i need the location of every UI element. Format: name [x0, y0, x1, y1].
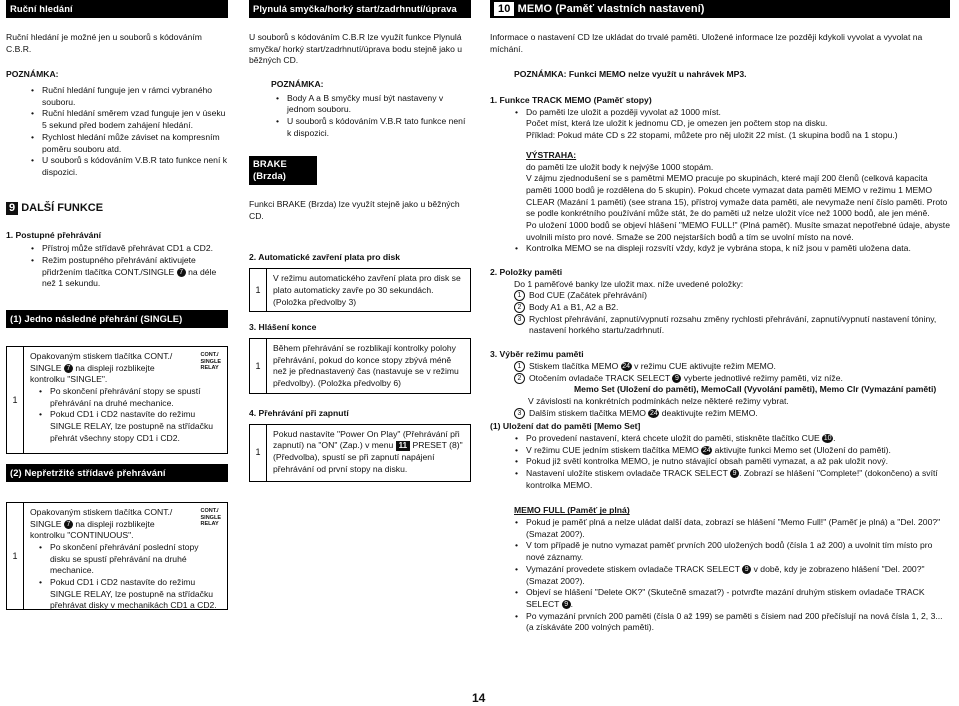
box-text: Pokud nastavíte "Power On Play" (Přehrávání při zapnutí) na "ON" (Zap.) v menu 11 PRESET (8)" (Předvolba), spustí se při zapnutí napájení přehrávání od první stopy na disku. — [273, 428, 463, 474]
note-title: POZNÁMKA: — [271, 79, 324, 90]
track-memo-example: Příklad: Pokud máte CD s 22 stopami, můžete pro něj uložit 22 míst. (1 skupina bodů na 1 stopu.) — [526, 130, 898, 141]
power-on-play-box — [249, 424, 471, 482]
section-number: 10 — [494, 2, 514, 16]
memo-full-title: MEMO FULL (Paměť je plná) — [514, 505, 630, 516]
brake-text: Funkci BRAKE (Brzda) lze využít stejně jako u běžných CD. — [249, 199, 460, 221]
list-item: • Po skončení přehrávání stopy se spustí přehrávání na druhé mechanice. — [50, 386, 221, 409]
section-number: 9 — [6, 202, 18, 215]
single-relay-box — [6, 346, 228, 454]
list-item: • Režim postupného přehrávání aktivujete přidržením tlačítka CONT./SINGLE 7 na déle než 1 sekundu. — [42, 255, 228, 290]
brake-bar: BRAKE (Brzda) — [249, 156, 317, 186]
item-number: 3 — [514, 314, 525, 325]
subsection-title: 4. Přehrávání při zapnutí — [249, 407, 349, 418]
list-item: 2 Body A1 a B1, A2 a B2. — [514, 302, 950, 314]
step-number: 1 — [250, 425, 267, 481]
button-badge: 10 — [823, 435, 832, 443]
step-number: 1 — [7, 347, 24, 453]
section-title: DALŠÍ FUNKCE — [21, 201, 104, 214]
cont-single-relay-label: CONT./ SINGLE RELAY — [200, 351, 221, 372]
continuous-box — [6, 502, 228, 610]
bar-continuous: (2) Nepřetržité střídavé přehrávání — [6, 464, 228, 482]
list-item: • Kontrolka MEMO se na displeji rozsvítí vždy, když je vybrána stopa, k níž jsou v paměti uložena data. — [526, 243, 950, 255]
button-badge: 9 — [730, 469, 739, 478]
list-item: • V režimu CUE jedním stiskem tlačítka MEMO 24 aktivujte funkci Memo set (Uložení do paměti). — [526, 445, 950, 457]
memo-full-list — [490, 517, 950, 634]
note-title: POZNÁMKA: — [6, 69, 59, 80]
box-text: Opakovaným stiskem tlačítka CONT./ SINGLE 7 na displeji rozblikejte kontrolku "CONTINUOUS". — [30, 506, 173, 541]
subsection-title: 2. Položky paměti — [490, 267, 563, 277]
memory-items-list — [490, 290, 950, 337]
memory-modes-note: V závislosti na konkrétních podmínkách nelze některé režimy vybrat. — [528, 395, 789, 406]
list-item: • Ruční hledání funguje jen v rámci vybraného souboru. — [42, 85, 228, 108]
memory-mode-steps — [490, 361, 950, 419]
list-item: 3 Rychlost přehrávání, zapnutí/vypnutí rozsahu změny rychlosti přehrávání, zapnutí/vypnutí nastavení tóniny, nastavení horkého startu/zadrhnutí. — [514, 314, 950, 337]
section-header-memo — [490, 0, 950, 18]
memo-set-list — [490, 433, 950, 491]
box-text: V režimu automatického zavření plata pro disk se plato automaticky zavře po 30 sekundách. (Položka předvolby 3) — [273, 273, 461, 307]
button-badge: 24 — [649, 409, 658, 417]
bar-single-relay: (1) Jedno následné přehrání (SINGLE) — [6, 310, 228, 328]
list-item: • Rychlost hledání může záviset na kompresním poměru souboru atd. — [42, 132, 228, 155]
list-item: • Ruční hledání směrem vzad funguje jen v úseku 5 sekund před bodem zahájení hledání. — [42, 108, 228, 131]
list-item: 1 Bod CUE (Začátek přehrávání) — [514, 290, 950, 302]
list-item: • U souborů s kódováním V.B.R tato funkce není k dispozici. — [287, 116, 471, 139]
section-title: MEMO (Paměť vlastních nastavení) — [517, 3, 705, 15]
section-header-manual-search: Ruční hledání — [6, 0, 228, 18]
note-list — [6, 85, 228, 179]
list-item: 3 Dalším stiskem tlačítka MEMO 24 deaktivujte režim MEMO. — [514, 408, 950, 420]
box-text: Během přehrávání se rozblikají kontrolky polohy přehrávání, pokud do konce stopy zbývá méně než je přednastavený čas (nastavuje se v režimu předvolby). (Položka předvolby 6) — [273, 342, 459, 388]
subsection-title: 3. Hlášení konce — [249, 322, 317, 333]
list-item: • Po provedení nastavení, která chcete uložit do paměti, stiskněte tlačítko CUE 10 . — [526, 433, 950, 445]
column-right — [490, 0, 950, 634]
list-item: • Po skončení přehrávání poslední stopy disku se spustí přehrávání na druhé mechanice. — [50, 542, 221, 577]
list-item: • Pokud je paměť plná a nelze uládat další data, zobrazí se hlášení "Memo Full!" (Paměť je plná) a "Del. 200?" (Smazat 200?). — [526, 517, 950, 540]
list-item: • Objeví se hlášení "Delete OK?" (Skutečně smazat?) - potvrďte mazání druhým stiskem ovladače TRACK SELECT 9 . — [526, 587, 950, 610]
button-badge: 24 — [622, 363, 631, 371]
list-item: • Pokud CD1 i CD2 nastavíte do režimu SINGLE RELAY, lze postupně na střídačku přehrát všechny stopy CD1 i CD2. — [50, 409, 221, 444]
subsection-title: 1. Postupné přehrávání — [6, 229, 102, 240]
list-item: 1 Stiskem tlačítka MEMO 24 v režimu CUE aktivujte režim MEMO. — [514, 361, 950, 373]
warning-text: V zájmu zjednodušení se s pamětmi MEMO pracuje po skupinách, které mají 200 členů (celková kapacita paměti 1000 bodů je rozdělena do 5 skupin). Pokud chcete vymazat data paměti MEMO v režimu 1 MEMO CLEAR (Mazání 1 paměti) (see strana 15), přístroj vymaže data paměti, ale nevymaže není číslo paměti. Proto se podle konkrétního používání může stát, že do paměti už nelze uložit více než 1000 bodů, ale jen méně. — [526, 173, 948, 219]
list-item: 2 Otočením ovladače TRACK SELECT 9 vyberte jednotlivé režimy paměti, viz níže. — [514, 373, 950, 385]
list-item: • Body A a B smyčky musí být nastaveny v jednom souboru. — [287, 93, 471, 116]
box-text: Opakovaným stiskem tlačítka CONT./ SINGLE 7 na displeji rozblikejte kontrolku "SINGLE". — [30, 350, 173, 385]
subsection-title: 1. Funkce TRACK MEMO (Paměť stopy) — [490, 95, 652, 106]
sequential-play-list — [6, 243, 228, 290]
step-number: 1 — [250, 339, 267, 393]
warning-title: VÝSTRAHA: — [526, 149, 577, 160]
cont-single-relay-label: CONT./ SINGLE RELAY — [200, 507, 221, 528]
button-badge: 7 — [64, 520, 73, 529]
auto-close-box — [249, 268, 471, 312]
list-item: • Vymazání provedete stiskem ovladače TRACK SELECT 9 v době, kdy je zobrazeno hlášení "Del. 200?" (Smazat 200?). — [526, 564, 950, 587]
column-middle — [249, 0, 471, 482]
note-list — [249, 93, 471, 140]
manual-search-intro: Ruční hledání je možné jen u souborů s kódováním C.B.R. — [6, 32, 202, 54]
memory-modes: Memo Set (Uložení do paměti), MemoCall (Vyvolání paměti), Memo Clr (Vymazání paměti) — [574, 384, 937, 395]
memo-note: POZNÁMKA: Funkci MEMO nelze využít u nahrávek MP3. — [514, 69, 747, 80]
step-number: 1 — [250, 269, 267, 311]
menu-badge: 11 — [396, 441, 410, 451]
button-badge: 9 — [562, 600, 571, 609]
memory-items-intro: Do 1 paměťové banky lze uložit max. níže uvedené položky: — [514, 278, 744, 289]
warning-text: Po uložení 1000 bodů se objeví hlášení "MEMO FULL!" (Plná paměť). Musíte smazat nepotřebné údaje, abyste uvolnili místo pro nové. Smaže se 200 nejstarších bodů a tím se uvolní místo na nové. — [526, 219, 950, 242]
button-badge: 7 — [177, 268, 186, 277]
box-list — [30, 386, 221, 444]
button-badge: 7 — [64, 364, 73, 373]
loop-intro: U souborů s kódováním C.B.R lze využít funkce Plynulá smyčka/ horký start/zadrhnutí/úprava bodu stejně jako u běžných CD. — [249, 32, 463, 66]
end-warning-box — [249, 338, 471, 394]
list-item: • U souborů s kódováním V.B.R tato funkce není k dispozici. — [42, 155, 228, 178]
track-memo-text: Počet míst, která lze uložit k jednomu CD, je omezen jen počtem stop na disku. — [526, 118, 828, 129]
memo-intro: Informace o nastavení CD lze ukládat do trvalé paměti. Uložené informace lze později kdykoli vyvolat a vyvolat na míchání. — [490, 32, 923, 54]
list-item: • V tom případě je nutno vymazat paměť prvních 200 uložených bodů (čísla 1 až 200) a uvolnit tím místo pro nové záznamy. — [526, 540, 950, 563]
section-header-loop: Plynulá smyčka/horký start/zadrhnutí/úprava bodu B — [249, 0, 471, 18]
box-list — [30, 542, 221, 612]
button-badge: 9 — [672, 374, 681, 383]
list-item: • Po vymazání prvních 200 paměti (čísla 0 až 199) se paměti s čísiem nad 200 přečíslují na nová čísla 1, 2, 3... (a získáváte 200 volných paměti). — [526, 611, 950, 634]
list-item: • Do paměti lze uložit a později vyvolat až 1000 míst. — [526, 107, 950, 119]
list-item: • Pokud již světí kontrolka MEMO, je nutno stávající obsah paměti vymazat, a až pak uložit nový. — [526, 456, 950, 468]
page-number: 14 — [472, 691, 486, 705]
list-item: • Pokud CD1 i CD2 nastavíte do režimu SINGLE RELAY, lze postupně na střídačku přehrávat disky v mechanikách CD1 a CD2. — [50, 577, 221, 612]
subsection-title: 3. Výběr režimu paměti — [490, 349, 584, 360]
list-item: • Přístroj může střídavě přehrávat CD1 a CD2. — [42, 243, 228, 255]
section-title-more-functions — [6, 201, 228, 216]
track-memo-list — [490, 107, 950, 119]
warning-text: do paměti lze uložit body k nejvýše 1000 stopám. — [526, 161, 714, 172]
item-number: 1 — [514, 290, 525, 301]
list-item: • Nastavení uložíte stiskem ovladače TRACK SELECT 9 . Zobrazí se hlášení "Complete!" (dokončeno) a svítí kontrolka MEMO. — [526, 468, 950, 491]
button-badge: 9 — [742, 565, 751, 574]
column-left — [6, 0, 228, 610]
button-badge: 24 — [702, 446, 711, 454]
subsection-title: 2. Automatické zavření plata pro disk — [249, 252, 401, 263]
subsection-title: (1) Uložení dat do paměti [Memo Set] — [490, 421, 641, 432]
memo-indicator-list — [490, 243, 950, 255]
step-number: 1 — [7, 503, 24, 609]
item-number: 2 — [514, 302, 525, 313]
